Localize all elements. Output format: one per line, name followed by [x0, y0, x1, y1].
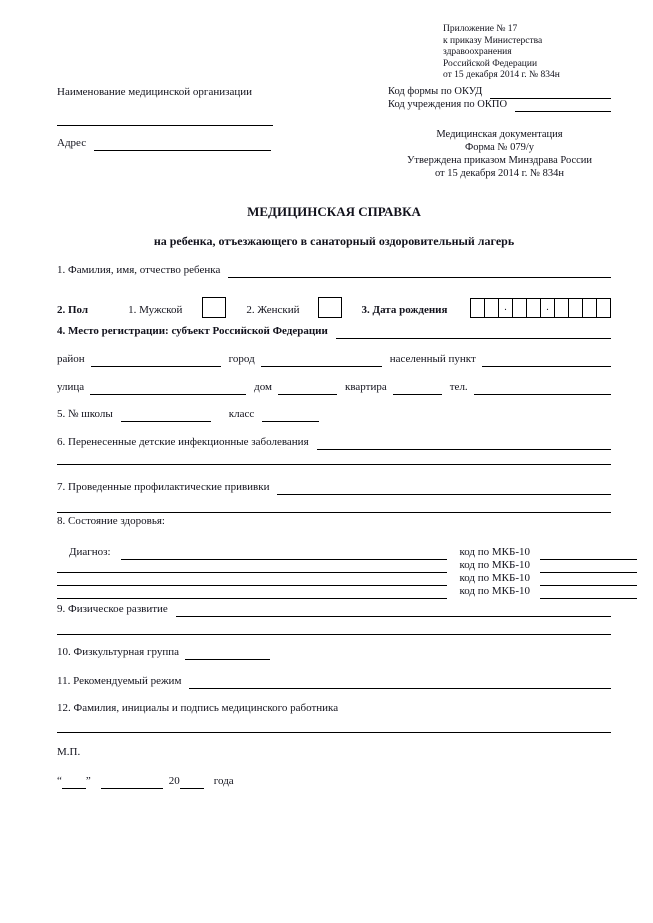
field-2-3-row [57, 297, 611, 318]
street-field[interactable] [90, 390, 246, 395]
form-header [57, 86, 611, 180]
okud-field[interactable] [490, 94, 611, 99]
icd-code-field-1[interactable] [540, 555, 637, 560]
field-4-street-row [57, 378, 611, 395]
child-name-field[interactable] [228, 273, 611, 278]
field-1-label: 1. Фамилия, имя, отчество ребенка [57, 263, 221, 276]
icd-label: код по МКБ-10 [459, 571, 530, 584]
sex-female-label: 2. Женский [246, 303, 300, 316]
diagnosis-row [57, 573, 637, 586]
header-right [388, 86, 611, 180]
field-9-continuation [57, 620, 611, 635]
settlement-label: населенный пункт [389, 352, 476, 365]
physical-development-field-line2[interactable] [57, 630, 611, 635]
field-6-continuation [57, 450, 611, 465]
district-field[interactable] [91, 362, 221, 367]
apartment-field[interactable] [393, 390, 442, 395]
field-6-label: 6. Перенесенные детские инфекционные заболевания [57, 435, 309, 448]
apartment-label: квартира [345, 380, 387, 393]
phone-label: тел. [449, 380, 468, 393]
date-separator: . [499, 298, 513, 318]
year-suffix: года [213, 774, 234, 787]
diagnosis-row [57, 543, 637, 560]
class-field[interactable] [262, 417, 319, 422]
icd-code-field-3[interactable] [540, 581, 637, 586]
diagnosis-field-4[interactable] [57, 594, 447, 599]
org-name-field[interactable] [57, 99, 273, 126]
doc-classification-block [388, 128, 611, 180]
diagnosis-field-2[interactable] [57, 568, 447, 573]
field-4-row [57, 322, 611, 339]
infections-field-line2[interactable] [57, 460, 611, 465]
field-12-label: 12. Фамилия, инициалы и подпись медицинского работника [57, 701, 339, 714]
field-7-row [57, 478, 611, 495]
open-quote: “ [57, 774, 62, 787]
form-title: МЕДИЦИНСКАЯ СПРАВКА [247, 203, 421, 219]
year-prefix: 20 [168, 774, 180, 787]
field-7-label: 7. Проведенные профилактические прививки [57, 480, 270, 493]
diagnosis-field-1[interactable] [121, 555, 448, 560]
field-9-row [57, 600, 611, 617]
house-field[interactable] [278, 390, 337, 395]
birth-date-day-cell[interactable] [485, 298, 499, 318]
phone-field[interactable] [474, 390, 611, 395]
header-left [57, 86, 388, 180]
okpo-label: Код учреждения по ОКПО [388, 98, 508, 110]
field-10-row [57, 643, 611, 660]
settlement-field[interactable] [482, 362, 611, 367]
birth-date-month-cell[interactable] [513, 298, 527, 318]
address-row [57, 134, 271, 151]
vaccinations-field[interactable] [277, 490, 611, 495]
diagnosis-label: Диагноз: [69, 545, 111, 558]
icd-label: код по МКБ-10 [459, 584, 530, 597]
form-subtitle: на ребенка, отъезжающего в санаторный оздоровительный лагерь [153, 233, 515, 248]
field-8-label: 8. Состояние здоровья: [57, 514, 165, 527]
sex-male-checkbox[interactable] [202, 297, 226, 318]
field-3-label: 3. Дата рождения [361, 303, 448, 316]
school-number-field[interactable] [121, 417, 211, 422]
field-4-label: 4. Место регистрации: субъект Российской Федерации [57, 324, 328, 337]
org-name-label: Наименование медицинской организации [57, 85, 252, 98]
regimen-field[interactable] [189, 684, 611, 689]
pt-group-field[interactable] [185, 655, 270, 660]
corner-line: от 15 декабря 2014 г. № 834н [443, 70, 560, 80]
issue-day-field[interactable] [62, 784, 86, 789]
house-label: дом [254, 380, 273, 393]
corner-line: Российской Федерации [443, 58, 538, 69]
field-5-label: 5. № школы [57, 407, 113, 420]
street-label: улица [57, 380, 85, 393]
diagnosis-row [57, 586, 637, 599]
birth-date-year-cell[interactable] [555, 298, 569, 318]
corner-line: к приказу Министерства здравоохранения [443, 35, 543, 57]
doc-block-line: Утверждена приказом Минздрава России [406, 154, 593, 166]
field-12-signature-row [57, 718, 611, 733]
diagnosis-field-3[interactable] [57, 581, 447, 586]
region-field[interactable] [336, 334, 611, 339]
field-10-label: 10. Физкультурная группа [57, 645, 179, 658]
sex-male-label: 1. Мужской [128, 303, 183, 316]
field-7-continuation [57, 498, 611, 513]
issue-year-field[interactable] [180, 784, 204, 789]
diagnosis-row [57, 560, 637, 573]
corner-line: Приложение № 17 [443, 24, 518, 34]
doc-block-line: от 15 декабря 2014 г. № 834н [434, 167, 565, 179]
birth-date-month-cell[interactable] [527, 298, 541, 318]
doc-block-line: Форма № 079/у [464, 141, 535, 153]
birth-date-year-cell[interactable] [597, 298, 611, 318]
icd-label: код по МКБ-10 [459, 558, 530, 571]
address-label: Адрес [57, 136, 87, 149]
birth-date-year-cell[interactable] [569, 298, 583, 318]
address-field[interactable] [94, 146, 271, 151]
date-separator: . [541, 298, 555, 318]
okpo-field[interactable] [515, 107, 611, 112]
field-11-row [57, 672, 611, 689]
field-6-row [57, 433, 611, 450]
city-field[interactable] [261, 362, 382, 367]
issue-date-row [57, 772, 611, 789]
stamp-label: М.П. [57, 745, 81, 758]
infections-field[interactable] [317, 445, 611, 450]
field-2-label: 2. Пол [57, 303, 89, 316]
icd-code-field-4[interactable] [540, 594, 637, 599]
issue-month-field[interactable] [101, 784, 163, 789]
field-1-name-row [57, 261, 611, 278]
class-label: класс [228, 407, 255, 420]
icd-code-field-2[interactable] [540, 568, 637, 573]
city-label: город [228, 352, 255, 365]
physical-development-field[interactable] [176, 612, 611, 617]
medical-worker-signature-field[interactable] [57, 728, 611, 733]
birth-date-year-cell[interactable] [583, 298, 597, 318]
icd-label: код по МКБ-10 [459, 545, 530, 558]
sex-female-checkbox[interactable] [318, 297, 342, 318]
birth-date-boxes [470, 298, 611, 318]
field-4-district-row [57, 350, 611, 367]
district-label: район [57, 352, 85, 365]
okpo-row [388, 99, 611, 112]
birth-date-day-cell[interactable] [470, 298, 485, 318]
field-9-label: 9. Физическое развитие [57, 602, 168, 615]
field-5-row [57, 405, 611, 422]
vaccinations-field-line2[interactable] [57, 508, 611, 513]
doc-block-line: Медицинская документация [436, 128, 563, 140]
okud-label: Код формы по ОКУД [388, 85, 483, 97]
corner-note [443, 24, 611, 82]
close-quote: ” [85, 774, 91, 787]
field-11-label: 11. Рекомендуемый режим [57, 674, 182, 687]
